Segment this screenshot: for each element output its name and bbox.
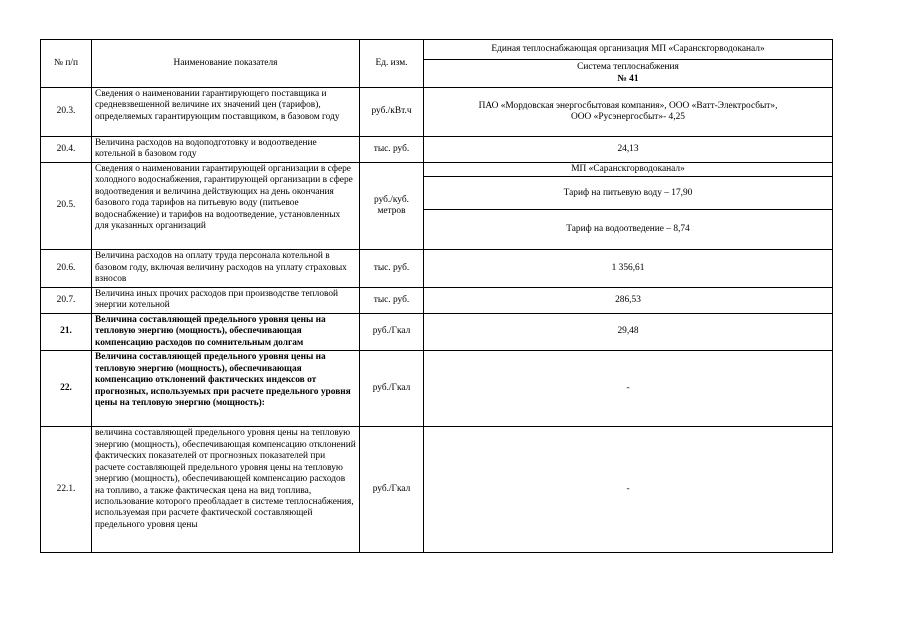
row-value: 29,48	[424, 313, 833, 350]
table-row	[41, 351, 833, 427]
row-value: 24,13	[424, 137, 833, 163]
row-name: Величина расходов на оплату труда персонала котельной в базовом году, включая величину расходов на уплату страховых взносов	[92, 250, 360, 287]
row-unit: тыс. руб.	[360, 137, 424, 163]
row-num: 20.4.	[41, 137, 92, 163]
row-value-drain-tariff: Тариф на водоотведение – 8,74	[424, 210, 833, 250]
header-name: Наименование показателя	[92, 40, 360, 88]
row-unit: руб./куб. метров	[360, 162, 424, 249]
row-value: -	[424, 351, 833, 427]
header-num: № п/п	[41, 40, 92, 88]
table-row	[41, 313, 833, 350]
row-name: Величина составляющей предельного уровня цены на тепловую энергию (мощность), обеспечивающая компенсацию отклонений фактических индексов от прогнозных, используемых при расчете предельного уровня цены на тепловую энергию (мощность):	[92, 351, 360, 427]
row-value: ПАО «Мордовская энергосбытовая компания», ООО «Ватт-Электросбыт», ООО «Русэнергосбыт»- 4,25	[424, 88, 833, 137]
row-unit: руб./Гкал	[360, 313, 424, 350]
row-num: 20.5.	[41, 162, 92, 249]
table-row	[41, 250, 833, 287]
header-unit: Ед. изм.	[360, 40, 424, 88]
row-unit: руб./Гкал	[360, 351, 424, 427]
row-num: 21.	[41, 313, 92, 350]
row-value-org: МП «Саранскгорводоканал»	[424, 162, 833, 176]
row-name: величина составляющей предельного уровня цены на тепловую энергию (мощность), обеспечивающая компенсацию отклонений фактических показателей от прогнозных показателей при расчете составляющей предельного уровня цены на тепловую энергию (мощность), обеспечивающей компенсацию расходов на топливо, а также фактическая цена на вид топлива, использование которого преобладает в системе теплоснабжения, используемая при расчете фактической составляющей предельного уровня цены	[92, 427, 360, 553]
row-num: 22.	[41, 351, 92, 427]
row-num: 22.1.	[41, 427, 92, 553]
table-row	[41, 137, 833, 163]
row-num: 20.7.	[41, 287, 92, 313]
row-value: -	[424, 427, 833, 553]
row-value: 286,53	[424, 287, 833, 313]
header-system	[424, 60, 833, 88]
row-unit: руб./кВт.ч	[360, 88, 424, 137]
header-org: Единая теплоснабжающая организация МП «Саранскгорводоканал»	[424, 40, 833, 60]
table-row	[41, 287, 833, 313]
row-unit: тыс. руб.	[360, 250, 424, 287]
header-system-number: № 41	[617, 73, 639, 84]
row-unit: тыс. руб.	[360, 287, 424, 313]
row-name: Величина расходов на водоподготовку и водоотведение котельной в базовом году	[92, 137, 360, 163]
header-system-label: Система теплоснабжения	[577, 62, 679, 73]
row-unit: руб./Гкал	[360, 427, 424, 553]
row-name: Сведения о наименовании гарантирующей организации в сфере холодного водоснабжения, гарантирующей организации в сфере водоотведения и величина действующих на день окончания базового года тарифов на питьевую воду (питьевое водоснабжение) и тарифов на водоотведение, установленных для указанных организаций	[92, 162, 360, 249]
table-row	[41, 88, 833, 137]
row-value-water-tariff: Тариф на питьевую воду – 17,90	[424, 177, 833, 210]
row-num: 20.3.	[41, 88, 92, 137]
table-row	[41, 162, 833, 176]
table-row	[41, 427, 833, 553]
row-num: 20.6.	[41, 250, 92, 287]
tariff-table	[40, 39, 833, 553]
row-name: Сведения о наименовании гарантирующего поставщика и средневзвешенной величине их значений цен (тарифов), определяемых гарантирующим поставщиком, в базовом году	[92, 88, 360, 137]
row-name: Величина составляющей предельного уровня цены на тепловую энергию (мощность), обеспечивающая компенсацию расходов по сомнительным долгам	[92, 313, 360, 350]
row-value: 1 356,61	[424, 250, 833, 287]
row-name: Величина иных прочих расходов при производстве тепловой энергии котельной	[92, 287, 360, 313]
